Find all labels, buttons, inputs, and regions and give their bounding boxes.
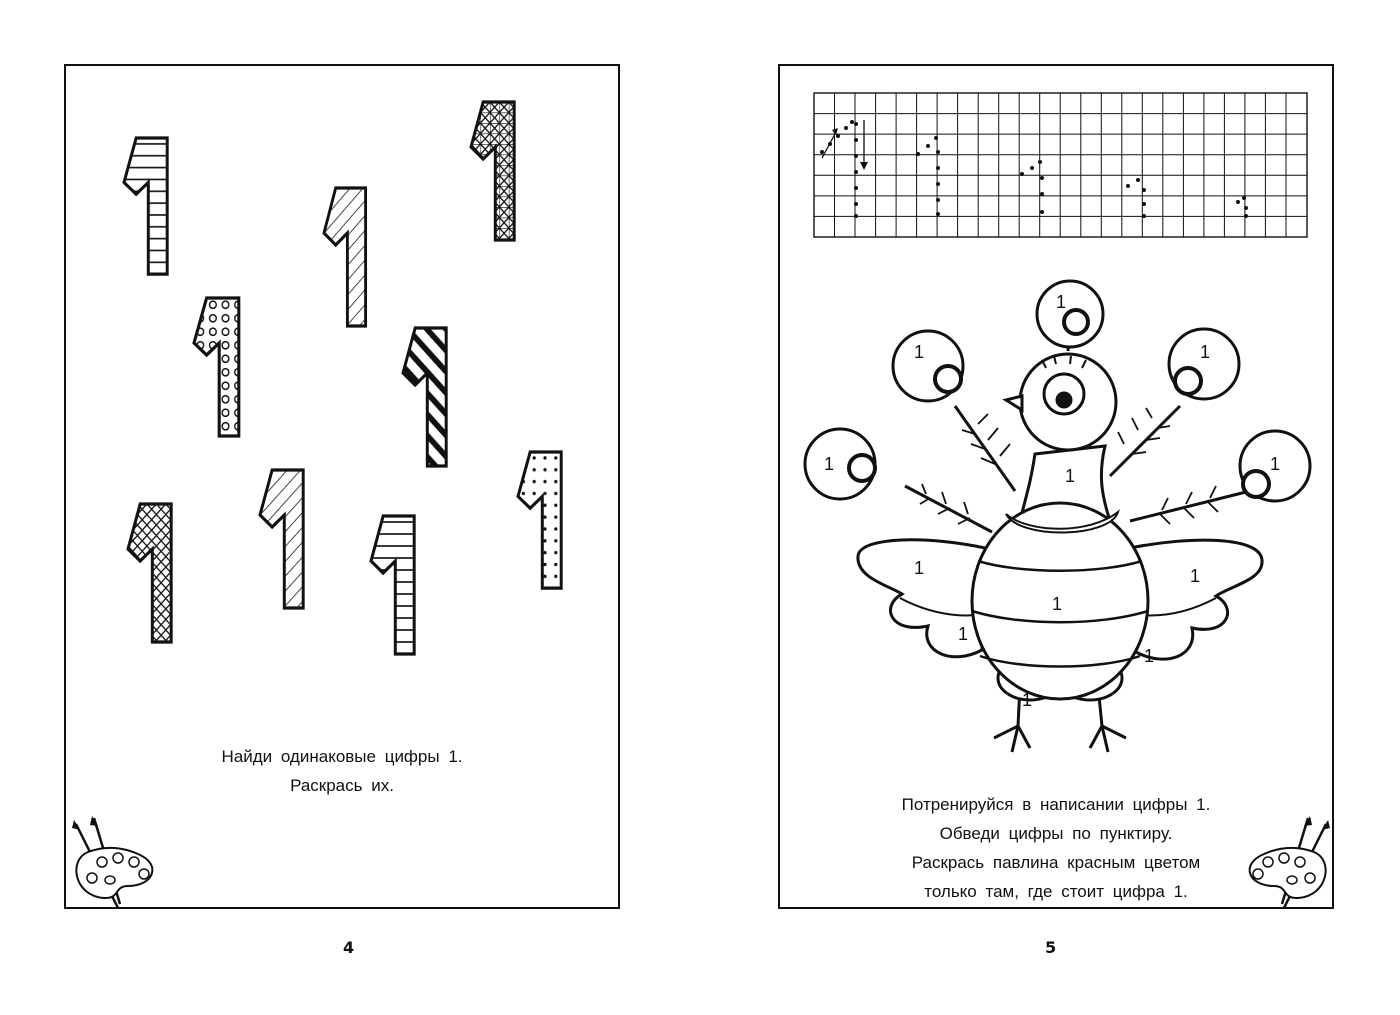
page-number-right: 5 <box>1045 938 1057 957</box>
digit-one-diagonal-lines <box>324 188 366 326</box>
digit-one-crosshatch-grid <box>471 102 514 240</box>
feather-eye-left-lower <box>805 429 875 499</box>
peacock-label: 1 <box>1056 292 1067 312</box>
palette-icon <box>1234 816 1344 914</box>
peacock-label: 1 <box>1144 646 1155 666</box>
right-page-illustration <box>780 66 1336 911</box>
dotted-digit-traces <box>916 136 1248 218</box>
left-instruction-line-1: Найди одинаковые цифры 1. <box>221 747 463 766</box>
peacock-illustration <box>805 281 1310 752</box>
right-instruction-line-2: Обведи цифры по пунктиру. <box>939 824 1173 843</box>
digit-one-diagonal-lines-2 <box>260 470 303 608</box>
peacock-label: 1 <box>1022 690 1033 710</box>
peacock-label: 1 <box>1270 454 1281 474</box>
peacock-label: 1 <box>914 342 925 362</box>
right-instruction-line-4: только там, где стоит цифра 1. <box>924 882 1188 901</box>
feather-eye-left-upper <box>893 331 963 401</box>
peacock-label: 1 <box>958 624 969 644</box>
peacock-label: 1 <box>1190 566 1201 586</box>
digit-one-horizontal-lines-2 <box>371 516 414 654</box>
right-page <box>778 64 1334 909</box>
left-instruction-line-2: Раскрась их. <box>290 776 394 795</box>
right-instruction-line-1: Потренируйся в написании цифры 1. <box>901 795 1211 814</box>
digit-one-thick-stripes <box>403 328 446 466</box>
digit-one-horizontal-lines <box>124 138 167 274</box>
peacock-label: 1 <box>1200 342 1211 362</box>
peacock-label: 1 <box>824 454 835 474</box>
peacock-label: 1 <box>1052 594 1063 614</box>
left-page <box>64 64 620 909</box>
palette-icon <box>58 816 168 914</box>
right-instruction-line-3: Раскрась павлина красным цветом <box>911 853 1201 872</box>
peacock-label: 1 <box>1065 466 1076 486</box>
digit-one-crosshatch <box>128 504 171 642</box>
feather-eye-top <box>1037 281 1103 347</box>
writing-practice-grid <box>814 93 1307 237</box>
feather-eye-right-upper <box>1169 329 1239 399</box>
page-number-left: 4 <box>343 938 355 957</box>
digit-one-circles <box>194 298 239 436</box>
peacock-label: 1 <box>914 558 925 578</box>
left-instructions <box>66 742 618 800</box>
dotted-digit-icon <box>820 120 868 218</box>
digit-one-dots <box>518 452 561 588</box>
right-wing <box>1130 540 1262 659</box>
